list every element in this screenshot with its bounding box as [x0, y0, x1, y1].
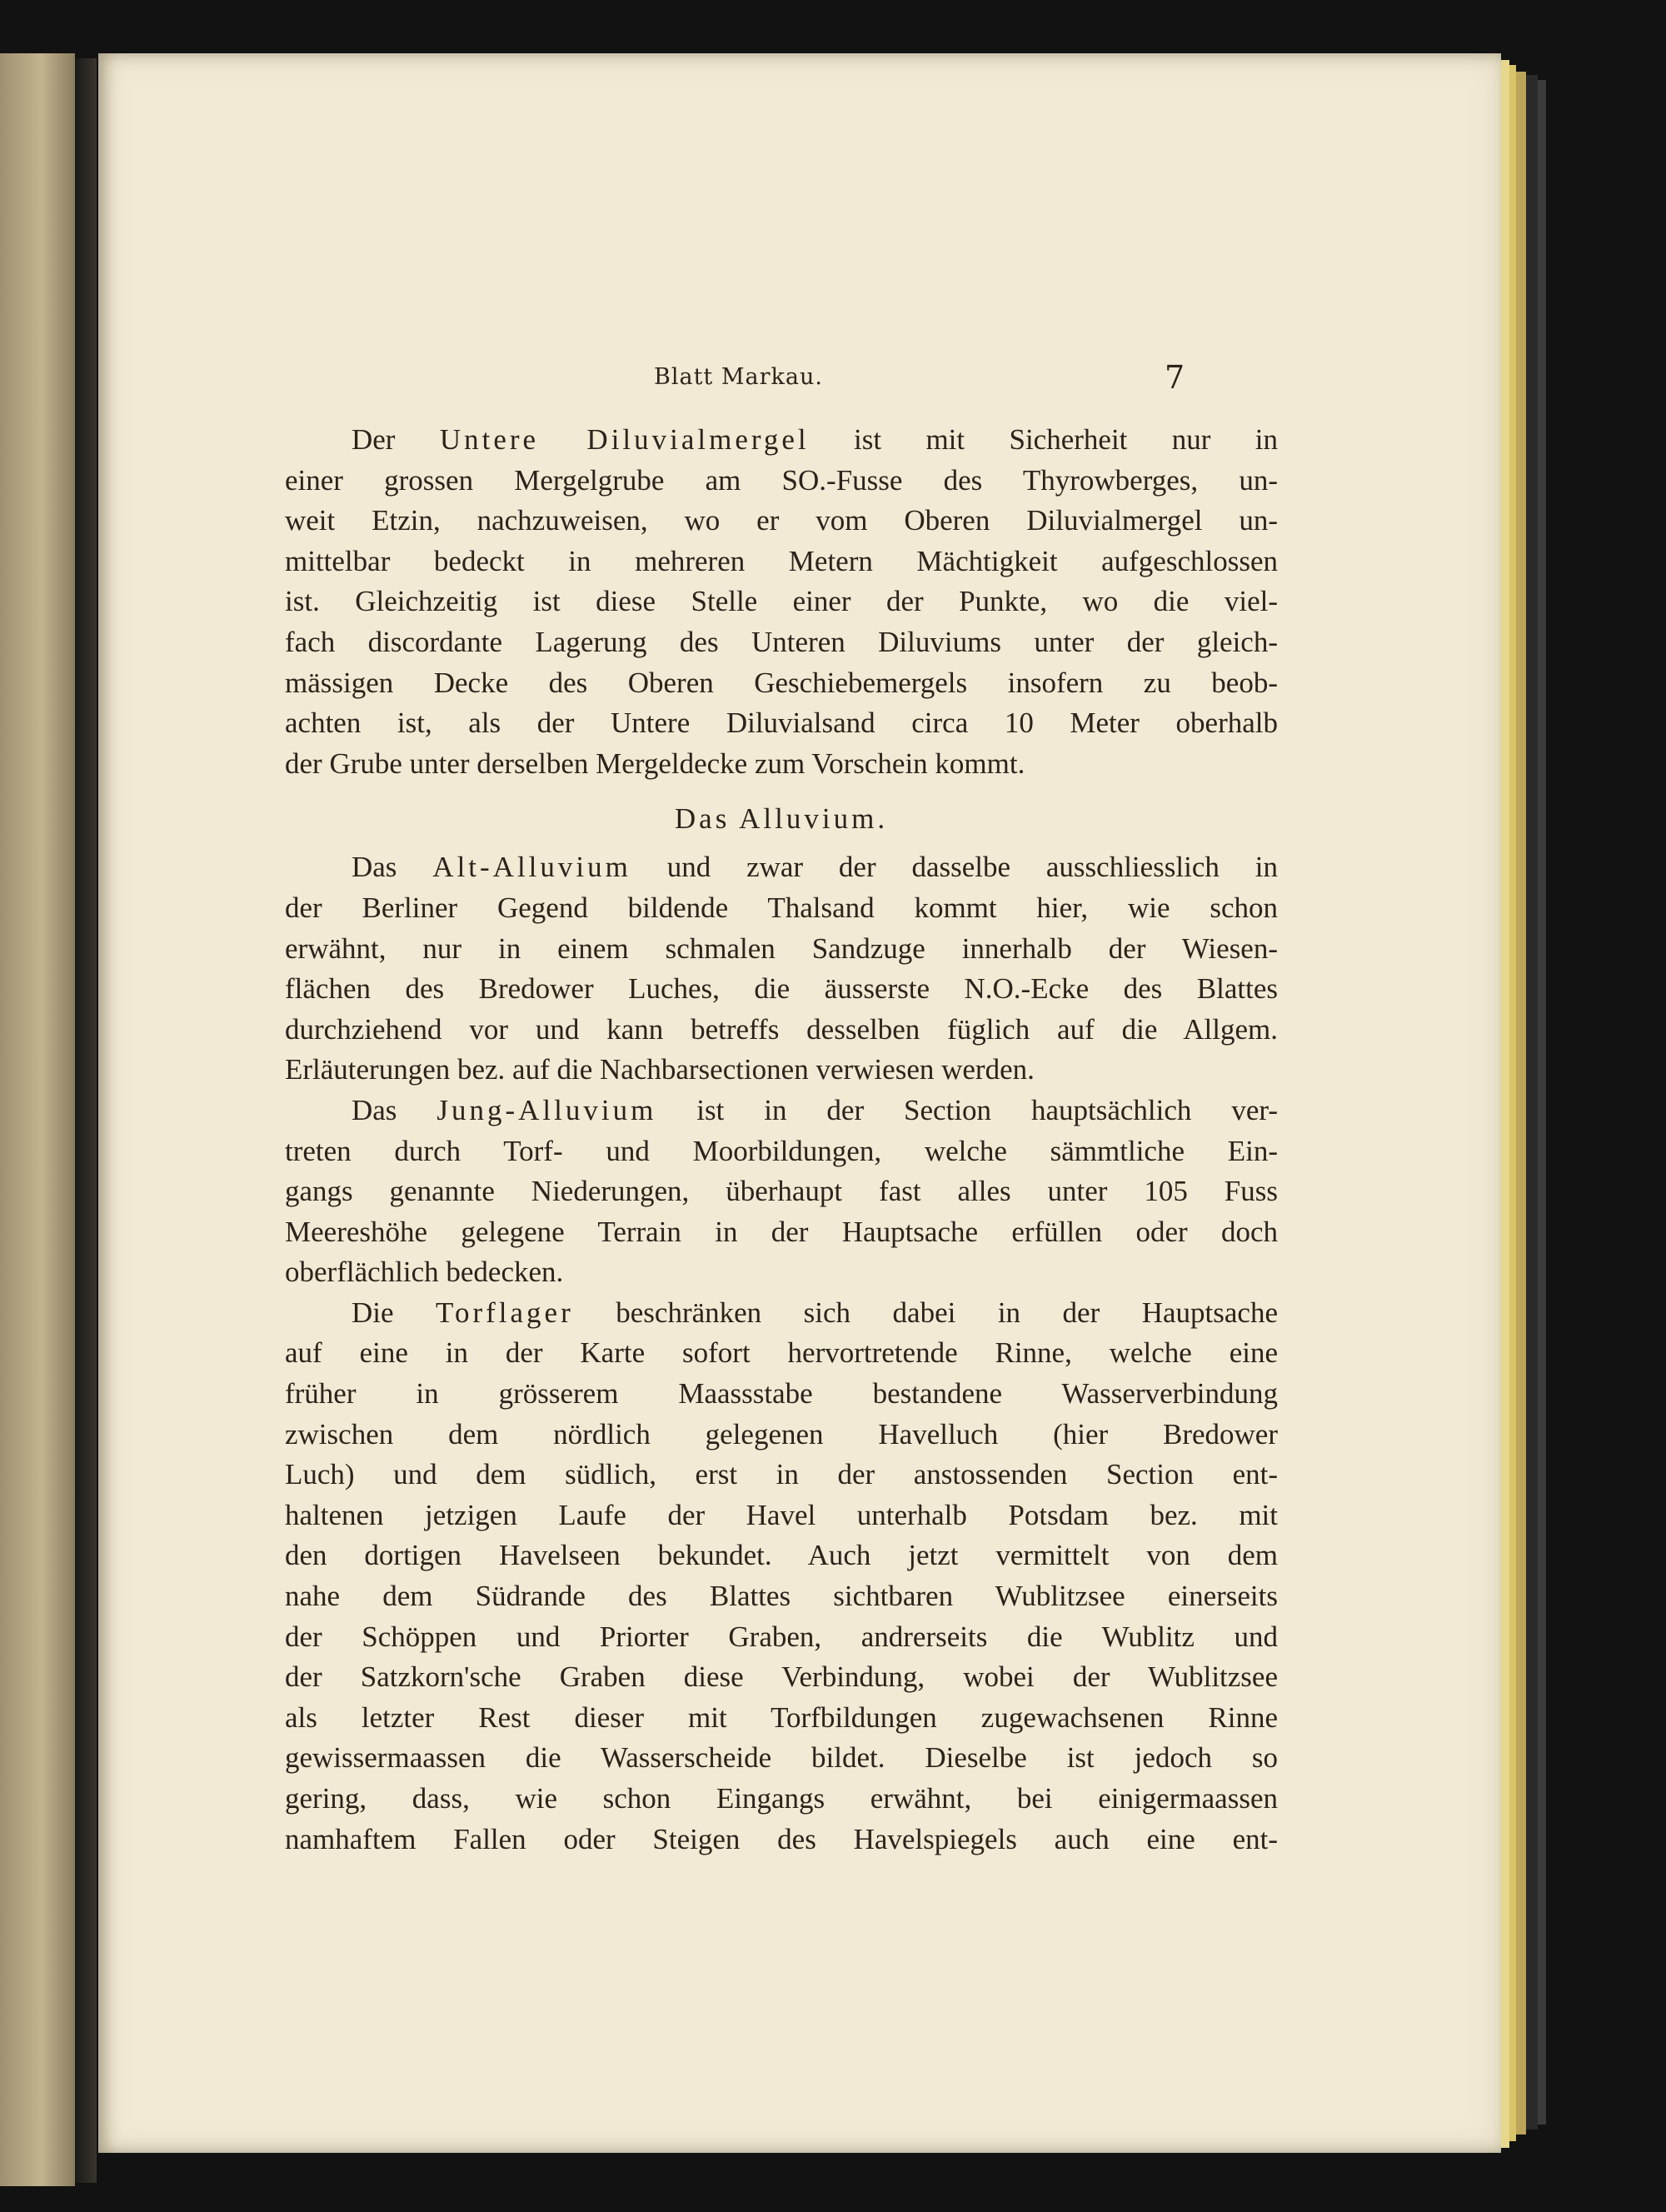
paragraph-untere-diluvialmergel	[285, 420, 1278, 784]
text-line: haltenen jetzigen Laufe der Havel unterhalb Potsdam bez. mit	[285, 1498, 1278, 1531]
page-number: 7	[1165, 359, 1185, 396]
text-line: der Grube unter derselben Mergeldecke zum Vorschein kommt.	[285, 746, 1025, 780]
paragraph-torflager	[285, 1293, 1278, 1860]
text-line: Erläuterungen bez. auf die Nachbarsectionen verwiesen werden.	[285, 1053, 1035, 1086]
text-line: ist. Gleichzeitig ist diese Stelle einer der Punkte, wo die viel-	[285, 585, 1278, 618]
text-line: Meereshöhe gelegene Terrain in der Hauptsache erfüllen oder doch	[285, 1215, 1278, 1248]
book-cover-edge	[1538, 80, 1546, 2125]
text-line: treten durch Torf- und Moorbildungen, welche sämmtliche Ein-	[285, 1134, 1278, 1167]
text-line: achten ist, als der Untere Diluvialsand circa 10 Meter oberhalb	[285, 707, 1278, 740]
text-line: der Berliner Gegend bildende Thalsand kommt hier, wie schon	[285, 891, 1278, 924]
text-line: einer grossen Mergelgrube am SO.-Fusse des Thyrowberges, un-	[285, 463, 1278, 497]
text-line: gering, dass, wie schon Eingangs erwähnt, bei einigermaassen	[285, 1782, 1278, 1815]
text-line: den dortigen Havelseen bekundet. Auch jetzt vermittelt von dem	[285, 1539, 1278, 1572]
text-line: durchziehend vor und kann betreffs desselben füglich auf die Allgem.	[285, 1012, 1278, 1046]
text-line: Die Torflager beschränken sich dabei in der Hauptsache	[352, 1296, 1278, 1329]
text-line: der Schöppen und Priorter Graben, andrerseits die Wublitz und	[285, 1620, 1278, 1653]
left-page-edge	[0, 53, 75, 2186]
book-gutter	[75, 58, 97, 2183]
text-line: gewissermaassen die Wasserscheide bildet. Dieselbe ist jedoch so	[285, 1741, 1278, 1775]
page-edge	[1516, 72, 1526, 2135]
text-line: erwähnt, nur in einem schmalen Sandzuge innerhalb der Wiesen-	[285, 931, 1278, 965]
text-line: der Satzkorn'sche Graben diese Verbindung, wobei der Wublitzsee	[285, 1660, 1278, 1694]
text-line: als letzter Rest dieser mit Torfbildungen zugewachsenen Rinne	[285, 1700, 1278, 1734]
text-line: früher in grösserem Maassstabe bestandene Wasserverbindung	[285, 1377, 1278, 1411]
text-line: flächen des Bredower Luches, die äusserste N.O.-Ecke des Blattes	[285, 972, 1278, 1006]
text-line: mässigen Decke des Oberen Geschiebemergels insofern zu beob-	[285, 666, 1278, 699]
text-line: Das Alt-Alluvium und zwar der dasselbe ausschliesslich in	[352, 851, 1278, 884]
text-line: Der Untere Diluvialmergel ist mit Sicherheit nur in	[352, 423, 1278, 456]
text-line: namhaftem Fallen oder Steigen des Havelspiegels auch eine ent-	[285, 1822, 1278, 1855]
book-cover-edge	[1526, 75, 1538, 2130]
text-line: weit Etzin, nachzuweisen, wo er vom Oberen Diluvialmergel un-	[285, 504, 1278, 537]
text-line: mittelbar bedeckt in mehreren Metern Mächtigkeit aufgeschlossen	[285, 544, 1278, 577]
text-line: auf eine in der Karte sofort hervortretende Rinne, welche eine	[285, 1336, 1278, 1370]
text-line: nahe dem Südrande des Blattes sichtbaren Wublitzsee einerseits	[285, 1580, 1278, 1613]
text-line: fach discordante Lagerung des Unteren Diluviums unter der gleich-	[285, 625, 1278, 658]
paragraph-alt-alluvium	[285, 847, 1278, 1091]
paragraph-jung-alluvium	[285, 1091, 1278, 1293]
running-title: Blatt Markau.	[654, 364, 823, 390]
text-line: oberflächlich bedecken.	[285, 1256, 564, 1289]
page-edge	[1509, 65, 1516, 2141]
text-line: Das Jung-Alluvium ist in der Section hauptsächlich ver-	[352, 1093, 1278, 1126]
text-line: Luch) und dem südlich, erst in der anstossenden Section ent-	[285, 1458, 1278, 1491]
book-page	[98, 53, 1501, 2153]
body-text	[285, 420, 1278, 1860]
running-head	[98, 359, 1501, 397]
text-line: zwischen dem nördlich gelegenen Havelluch (hier Bredower	[285, 1417, 1278, 1451]
section-heading: Das Alluvium.	[674, 802, 889, 836]
page-edge	[1501, 60, 1509, 2148]
text-line: gangs genannte Niederungen, überhaupt fast alles unter 105 Fuss	[285, 1175, 1278, 1208]
